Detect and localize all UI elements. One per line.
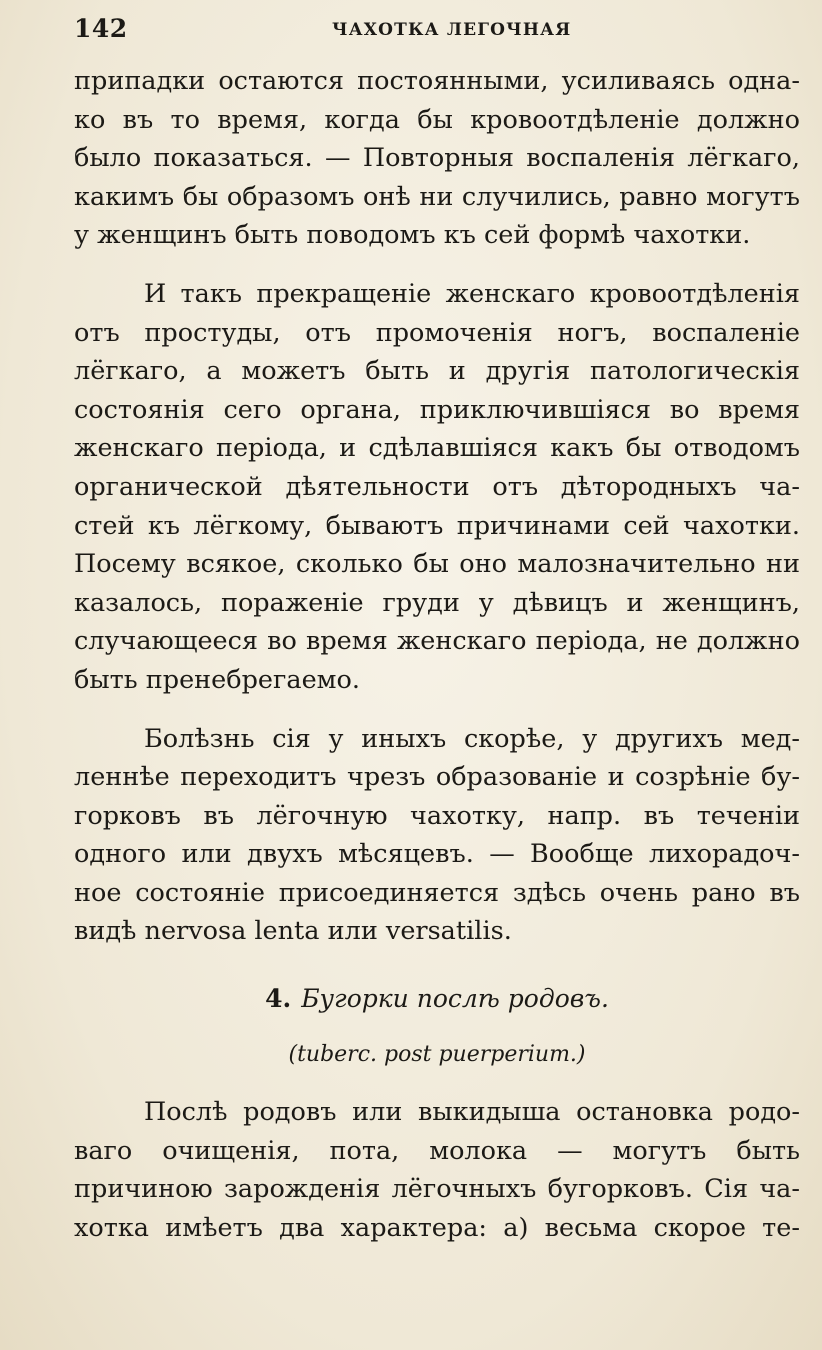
text-line: Послѣ родовъ или выкидыша остановка родо- xyxy=(144,1097,800,1128)
body-text xyxy=(74,62,800,1247)
text-line: И такъ прекращеніе женскаго кровоотдѣленія xyxy=(144,278,800,309)
text-line: причиною зарожденія лёгочныхъ бугорковъ. Сія ча- xyxy=(74,1174,800,1205)
text-line: Болѣзнь сія у иныхъ скорѣе, у другихъ мед- xyxy=(144,723,800,754)
text-line: отъ простуды, отъ промоченія ногъ, воспаленіе xyxy=(74,317,800,348)
paragraph-3 xyxy=(74,720,800,952)
text-line: видѣ nervosa lenta или versatilis. xyxy=(74,916,512,947)
text-line: быть пренебрегаемо. xyxy=(74,664,360,695)
section-heading xyxy=(74,979,800,1019)
text-line: ное состояніе присоединяется здѣсь очень рано въ xyxy=(74,877,800,908)
text-line: леннѣе переходитъ чрезъ образованіе и созрѣніе бу- xyxy=(74,762,800,793)
running-title: ЧАХОТКА ЛЕГОЧНАЯ xyxy=(332,20,572,40)
text-line: органической дѣятельности отъ дѣтородныхъ ча- xyxy=(74,471,800,502)
text-line: у женщинъ быть поводомъ къ сей формѣ чахотки. xyxy=(74,220,751,251)
text-line: припадки остаются постоянными, усиливаясь одна- xyxy=(74,66,800,96)
paragraph-1 xyxy=(74,62,800,255)
text-line: случающееся во время женскаго періода, не должно xyxy=(74,626,800,657)
text-line: хотка имѣетъ два характера: а) весьма скорое те- xyxy=(74,1212,800,1243)
text-line: Посему всякое, сколько бы оно малозначительно ни xyxy=(74,549,800,580)
section-title: Бугорки послѣ родовъ. xyxy=(301,984,609,1014)
paragraph-2 xyxy=(74,275,800,700)
text-line: казалось, пораженіе груди у дѣвицъ и женщинъ, xyxy=(74,587,800,618)
text-line: горковъ въ лёгочную чахотку, напр. въ теченіи xyxy=(74,800,800,831)
text-line: было показаться. — Повторныя воспаленія лёгкаго, xyxy=(74,143,800,174)
text-line: какимъ бы образомъ онѣ ни случились, равно могутъ xyxy=(74,181,800,212)
text-line: одного или двухъ мѣсяцевъ. — Вообще лихорадоч- xyxy=(74,839,800,870)
text-line: стей къ лёгкому, бываютъ причинами сей чахотки. xyxy=(74,510,800,541)
page-number: 142 xyxy=(74,14,128,43)
text-line: ваго очищенія, пота, молока — могутъ быть xyxy=(74,1135,800,1166)
paragraph-4 xyxy=(74,1093,800,1247)
section-number: 4. xyxy=(265,984,292,1014)
section-subtitle: (tuberc. post puerperium.) xyxy=(288,1042,586,1068)
text-line: ко въ то время, когда бы кровоотдѣленіе должно xyxy=(74,104,800,135)
page-header xyxy=(74,14,792,48)
text-line: состоянія сего органа, приключившіяся во время xyxy=(74,394,800,425)
text-line: лёгкаго, а можетъ быть и другія патологическія xyxy=(74,356,800,387)
text-line: женскаго періода, и сдѣлавшіяся какъ бы отводомъ xyxy=(74,433,800,464)
